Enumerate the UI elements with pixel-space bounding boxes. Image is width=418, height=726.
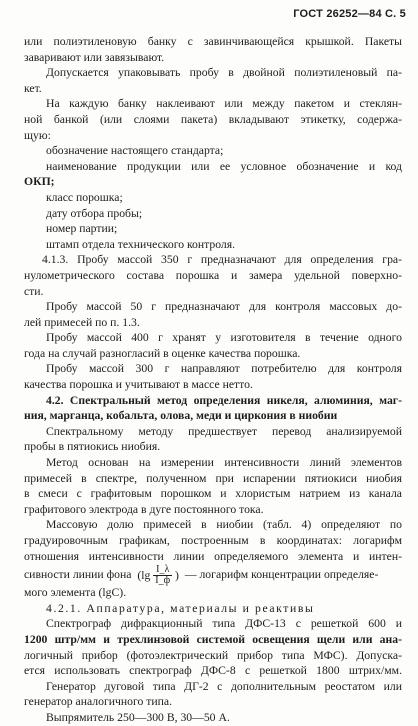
text-line: ется использовать спектрограф ДФС-8 с решеткой 1800 штрих/мм. — [24, 664, 402, 678]
formula-prefix: (lg — [137, 568, 151, 582]
text-fragment: сивности линии фона — [24, 568, 132, 582]
text-line: Спектрограф дифракционный типа ДФС-13 с решеткой 600 и — [46, 617, 402, 631]
text-line: 1200 штр/мм и трехлинзовой системой освещения щели или ана- — [24, 632, 402, 646]
standard-header: ГОСТ 26252—84 С. 5 — [293, 8, 406, 20]
text-line: лей примесей по п. 1.3. — [24, 315, 140, 329]
text-line: логичный прибор (фотоэлектрический прибор типа МФС). Допуска- — [24, 648, 402, 662]
text-line: На каждую банку наклеивают или между пакетом и стеклян- — [46, 97, 402, 111]
text-line: наименование продукции или ее условное обозначение и код — [46, 159, 402, 173]
text-line: 4.1.3. Пробу массой 350 г предназначают для определения гра- — [42, 253, 402, 267]
text-line: графитового электрода в дуге постоянного тока. — [24, 502, 264, 516]
text-line: градуировочным графикам, построенным в координатах: логарифм — [24, 534, 402, 547]
formula-dash: — — [184, 568, 197, 582]
text-line: Пробу массой 400 г хранят у изготовителя в течение одного — [46, 331, 402, 345]
intensity-ratio-formula — [137, 565, 179, 587]
text-line: Спектральному методу предшествует перевод анализируемой — [46, 424, 402, 438]
formula-fraction — [153, 565, 172, 586]
text-line: Допускается упаковывать пробу в двойной полиэтиленовый па- — [46, 66, 402, 80]
section-heading: 4.2. Спектральный метод определения никеля, алюминия, маг- — [46, 393, 402, 407]
text-line: штамп отдела технического контроля. — [46, 237, 236, 251]
formula-numerator: I_λ — [153, 565, 172, 576]
text-line: Метод основан на измерении интенсивности линий элементов — [46, 456, 402, 470]
text-line: отношения интенсивности линии определяемого элемента и интен- — [24, 549, 402, 563]
text-line: обозначение настоящего стандарта; — [46, 144, 224, 158]
text-line: ОКП; — [24, 175, 55, 189]
text-line: щую: — [24, 128, 51, 142]
text-line: дату отбора пробы; — [46, 206, 143, 220]
text-line: или полиэтиленовую банку с завинчивающейся крышкой. Пакеты — [24, 35, 402, 48]
section-heading: ния, марганца, кобальта, олова, меди и циркония в ниобии — [24, 409, 338, 423]
text-fragment: логарифм концентрации определяе- — [199, 568, 379, 582]
text-line: заваривают или завязывают. — [24, 50, 165, 64]
document-body — [24, 34, 402, 726]
text-line: в смеси с графитовым порошком и хлористым натрием из канала — [24, 487, 402, 501]
formula-line — [24, 564, 402, 585]
text-line: кет. — [24, 81, 42, 95]
text-line: Выпрямитель 250—300 В, 30—50 А. — [46, 710, 230, 724]
text-line: сти. — [24, 284, 44, 298]
formula-denominator: I_ф — [155, 575, 171, 587]
text-line: ной банкой (или слоями пакета) вкладывают этикетку, содержа- — [24, 112, 402, 126]
text-line: генератор аналогичного типа. — [24, 695, 172, 709]
text-line: нулометрического состава порошка и замера удельной поверхно- — [24, 268, 402, 282]
text-line: номер партии; — [46, 222, 118, 236]
formula-suffix: ) — [175, 568, 179, 582]
text-line: Генератор дуговой типа ДГ-2 с дополнительным реостатом или — [46, 679, 402, 693]
text-line: года на случай разногласий в оценке качества порошка. — [24, 346, 301, 360]
subsection-heading: 4.2.1. Аппаратура, материалы и реактивы — [46, 601, 315, 615]
text-line: Массовую долю примесей в ниобии (табл. 4) определяют по — [46, 518, 402, 532]
text-line: мого элемента (lgC). — [24, 586, 127, 600]
text-line: класс порошка; — [46, 190, 123, 204]
text-line: качества порошка и учитывают в массе нетто. — [24, 378, 253, 392]
text-line: Пробу массой 50 г предназначают для контроля массовых до- — [46, 300, 402, 314]
text-line: пробы в пятиокись ниобия. — [24, 440, 161, 454]
text-line: Пробу массой 300 г направляют потребителю для контроля — [46, 362, 402, 376]
text-line: примесей в спектре, полученном при испарении пятиокиси ниобия — [24, 471, 402, 485]
